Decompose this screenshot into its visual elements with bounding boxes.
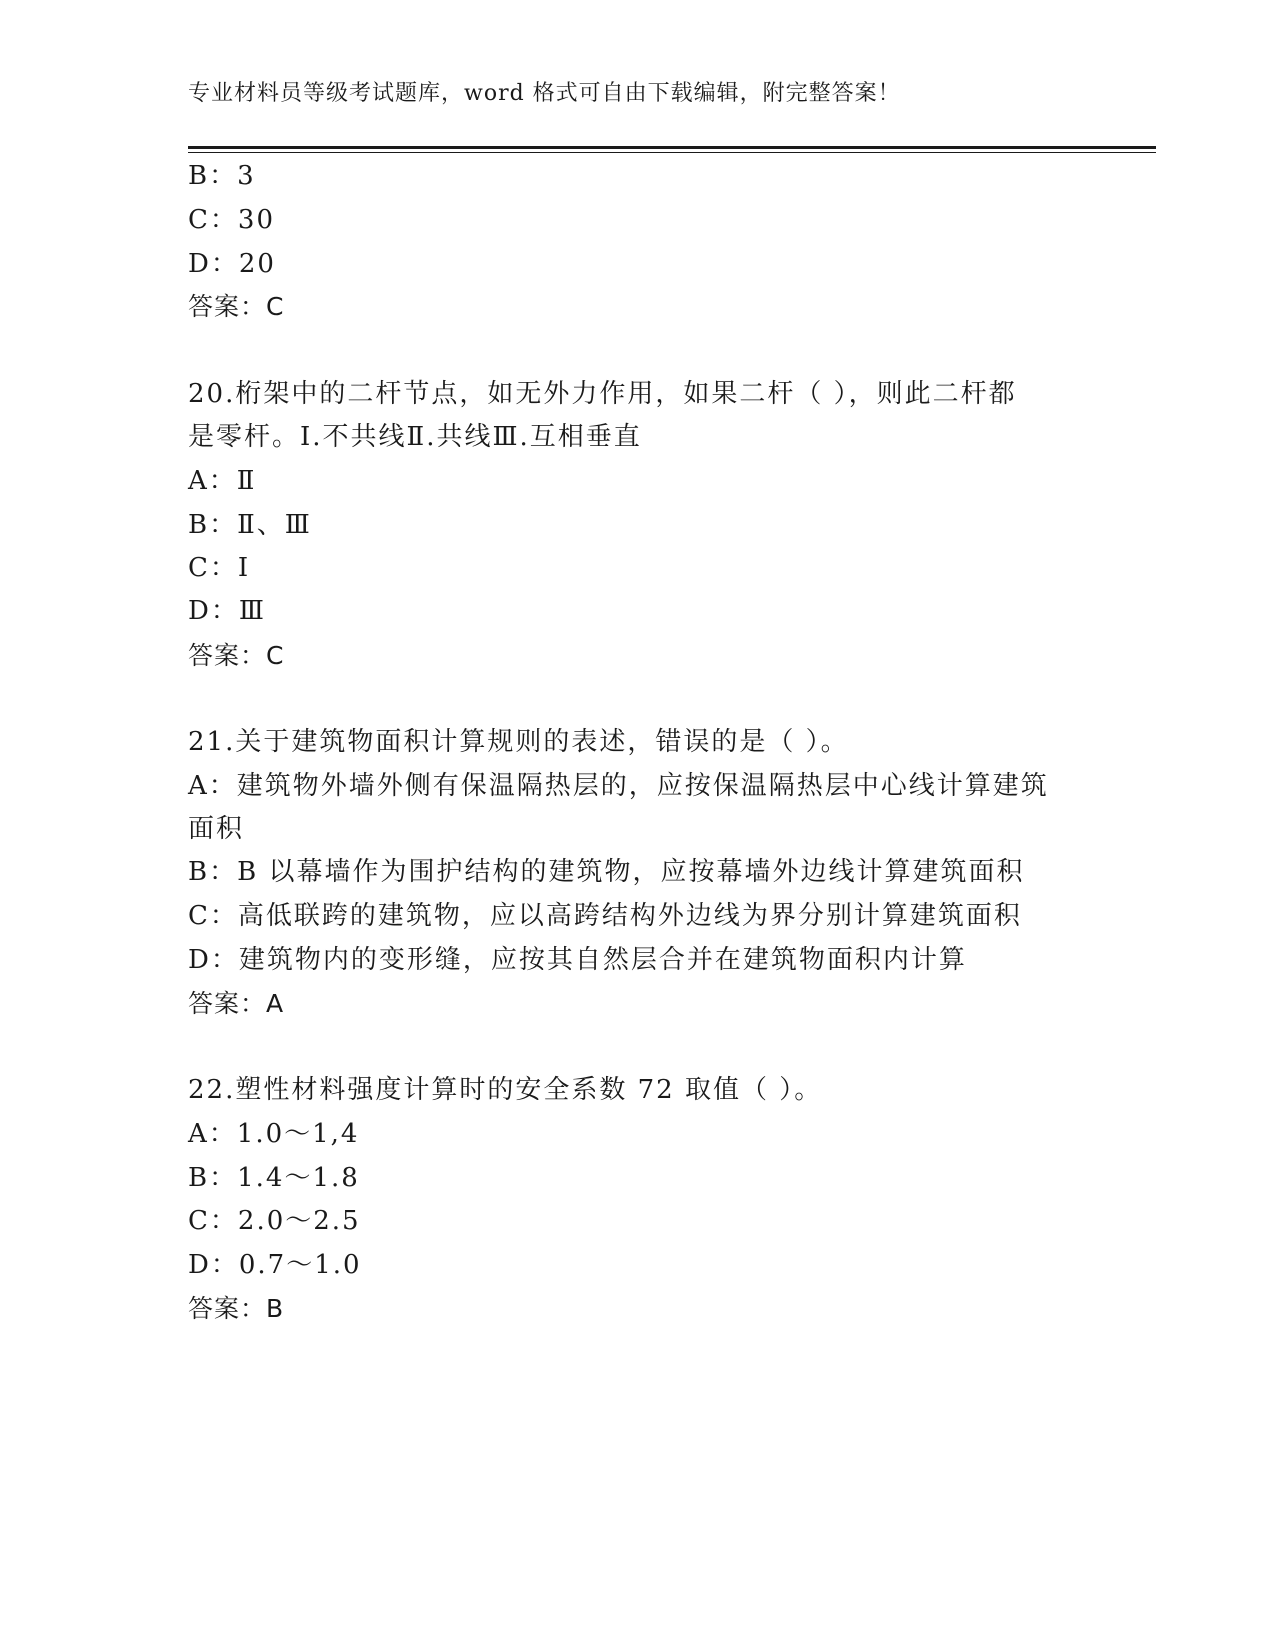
- question-21-stem: 21.关于建筑物面积计算规则的表述，错误的是（ ）。: [188, 727, 849, 757]
- option-c: [188, 900, 1022, 932]
- option-text: 0.7～1.0: [238, 1250, 362, 1280]
- question-20-stem: 20.桁架中的二杆节点，如无外力作用，如果二杆（ ），则此二杆都: [188, 379, 1017, 409]
- option-text: Ⅲ: [238, 596, 266, 626]
- option-text: 高低联跨的建筑物，应以高跨结构外边线为界分别计算建筑面积: [237, 901, 1022, 931]
- option-text: Ⅱ、Ⅲ: [237, 510, 312, 540]
- option-c: [188, 204, 275, 236]
- option-label: B：: [188, 1163, 238, 1193]
- question-22-stem: 22.塑性材料强度计算时的安全系数 72 取值（ ）。: [188, 1075, 823, 1105]
- option-text: I: [237, 553, 251, 583]
- option-label: A：: [188, 1119, 237, 1149]
- option-label: C：: [188, 1206, 238, 1236]
- option-text: B 以幕墙作为围护结构的建筑物，应按幕墙外边线计算建筑面积: [237, 857, 1025, 887]
- question-20-stem-cont: 是零杆。I.不共线Ⅱ.共线Ⅲ.互相垂直: [188, 422, 642, 452]
- header-divider: [188, 146, 1156, 153]
- option-label: C：: [188, 205, 238, 235]
- option-text: 3: [237, 161, 256, 191]
- option-label: B：: [188, 510, 238, 540]
- option-label: D：: [188, 1250, 239, 1280]
- option-label: A：: [188, 771, 237, 801]
- option-d: [188, 944, 967, 976]
- answer-line: 答案：B: [188, 1294, 285, 1323]
- option-text: 建筑物内的变形缝，应按其自然层合并在建筑物面积内计算: [238, 945, 967, 975]
- option-text: 30: [237, 205, 275, 235]
- option-b: [188, 509, 312, 541]
- option-text: 1.4～1.8: [237, 1163, 360, 1193]
- option-text: 20: [238, 249, 276, 279]
- option-text: 建筑物外墙外侧有保温隔热层的，应按保温隔热层中心线计算建筑: [236, 771, 1049, 801]
- option-d: [188, 595, 266, 627]
- option-b: [188, 856, 1024, 888]
- option-text: 1.0～1,4: [236, 1119, 360, 1149]
- answer-line: 答案：C: [188, 641, 285, 670]
- option-label: D：: [188, 249, 239, 279]
- page-header: 专业材料员等级考试题库，word 格式可自由下载编辑，附完整答案！: [188, 81, 901, 106]
- option-label: B：: [188, 857, 238, 887]
- option-a: [188, 465, 256, 497]
- option-c: [188, 1205, 361, 1237]
- option-a: [188, 1118, 359, 1150]
- option-label: C：: [188, 553, 238, 583]
- answer-line: 答案：A: [188, 989, 285, 1018]
- option-label: A：: [188, 466, 237, 496]
- option-text: 2.0～2.5: [237, 1206, 361, 1236]
- option-label: D：: [188, 945, 239, 975]
- answer-line: 答案：C: [188, 292, 285, 321]
- option-d: [188, 248, 276, 280]
- option-label: B：: [188, 161, 238, 191]
- option-c: [188, 552, 250, 584]
- option-b: [188, 1162, 360, 1194]
- option-text: Ⅱ: [236, 466, 257, 496]
- option-a: [188, 770, 1049, 802]
- option-a-cont: 面积: [188, 814, 245, 844]
- option-b: [188, 160, 256, 192]
- option-d: [188, 1249, 362, 1281]
- option-label: D：: [188, 596, 239, 626]
- option-label: C：: [188, 901, 238, 931]
